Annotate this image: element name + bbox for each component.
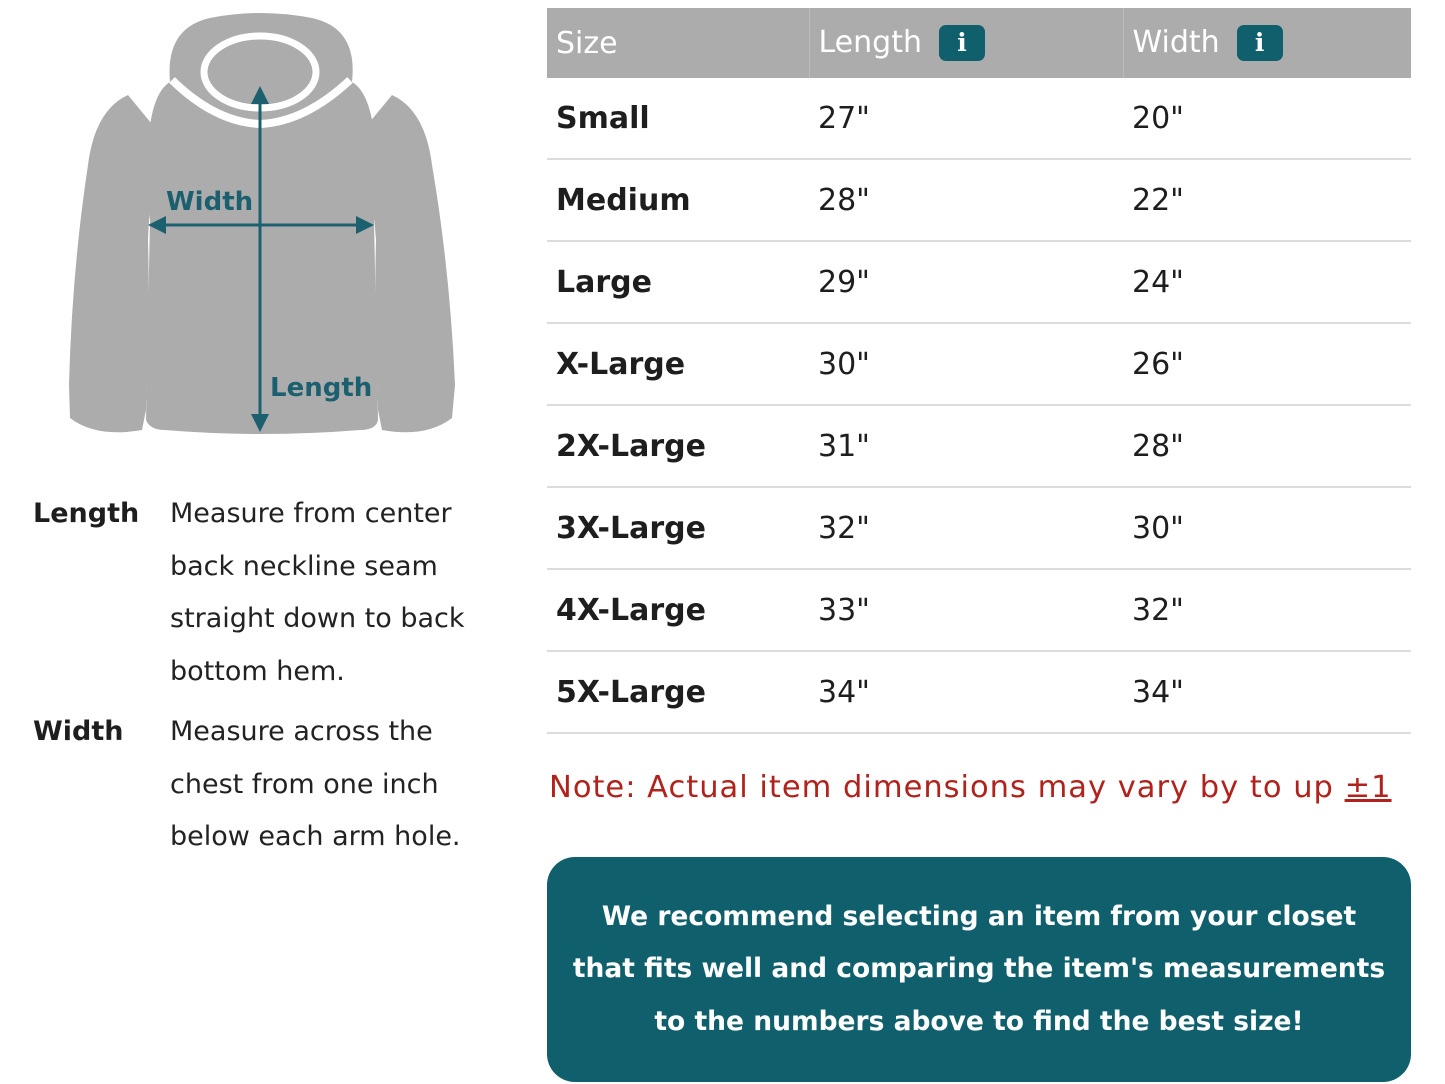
header-width: Width i [1123,8,1411,78]
width-term: Width [33,716,124,747]
width-label: Width [166,187,254,217]
measurement-definitions [33,488,503,864]
width-definition [33,706,503,864]
table-row [547,405,1411,487]
note-tolerance: ±1 [1344,770,1392,805]
length-cell: 33" [809,569,1123,651]
length-cell: 32" [809,487,1123,569]
length-cell: 30" [809,323,1123,405]
table-row [547,241,1411,323]
header-length: Length i [809,8,1123,78]
length-info-icon[interactable]: i [939,25,985,61]
width-description-line: chest from one inch [170,768,439,800]
table-row [547,159,1411,241]
length-definition [33,488,503,698]
width-cell: 34" [1123,651,1411,733]
width-cell: 22" [1123,159,1411,241]
dimension-note [549,770,1429,805]
size-cell: 4X-Large [547,569,809,651]
size-cell: X-Large [547,323,809,405]
length-cell: 27" [809,78,1123,159]
recommendation-box [547,857,1411,1082]
table-row [547,78,1411,159]
length-cell: 31" [809,405,1123,487]
width-info-icon[interactable]: i [1237,25,1283,61]
width-cell: 24" [1123,241,1411,323]
length-cell: 34" [809,651,1123,733]
table-row [547,487,1411,569]
width-description-line: Measure across the [170,716,433,747]
size-cell: Small [547,78,809,159]
width-cell: 28" [1123,405,1411,487]
size-cell: Medium [547,159,809,241]
recommendation-line: We recommend selecting an item from your closet [601,900,1357,932]
header-size: Size [547,8,809,78]
size-cell: 5X-Large [547,651,809,733]
length-description [170,488,490,698]
length-label: Length [270,373,373,403]
size-cell: 3X-Large [547,487,809,569]
recommendation-line: that fits well and comparing the item's measurements [572,953,1386,985]
note-text: Note: Actual item dimensions may vary by to up [549,770,1345,805]
size-cell: Large [547,241,809,323]
length-description-line: straight down to back [170,603,465,634]
width-description-line: below each arm hole. [170,821,461,852]
length-cell: 28" [809,159,1123,241]
width-cell: 32" [1123,569,1411,651]
hoodie-diagram [0,0,500,460]
recommendation-text [573,891,1385,1049]
length-cell: 29" [809,241,1123,323]
size-cell: 2X-Large [547,405,809,487]
length-description-line: back neckline seam [170,550,438,582]
width-cell: 30" [1123,487,1411,569]
table-row [547,569,1411,651]
length-description-line: bottom hem. [170,655,345,687]
recommendation-line: to the numbers above to find the best size! [654,1005,1304,1037]
width-description [170,706,490,864]
table-row [547,651,1411,733]
table-row [547,323,1411,405]
size-chart-table [547,8,1411,734]
table-header-row [547,8,1411,78]
width-cell: 20" [1123,78,1411,159]
length-description-line: Measure from center [170,498,452,529]
width-cell: 26" [1123,323,1411,405]
length-term: Length [33,498,140,529]
